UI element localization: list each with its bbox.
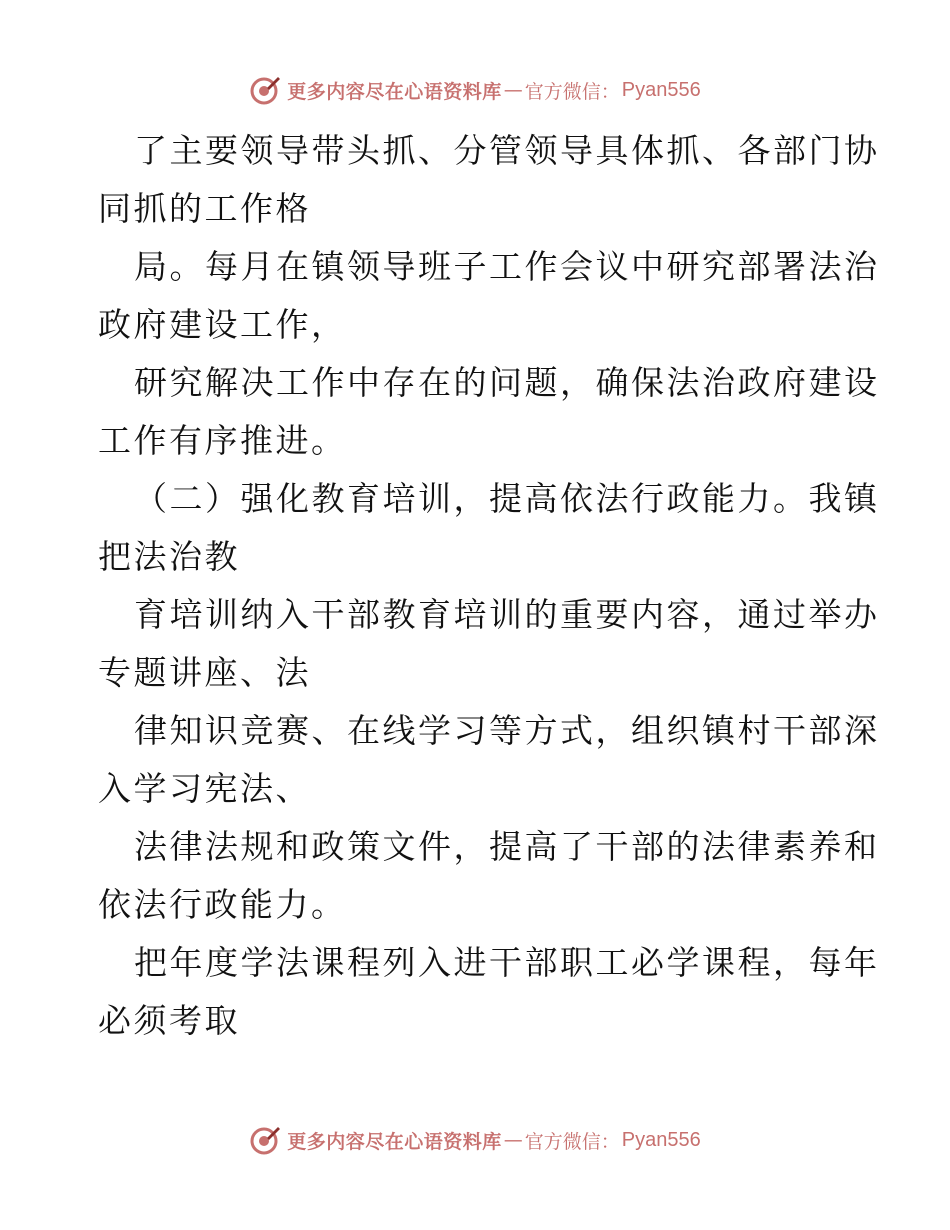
body-line: 法律法规和政策文件，提高了干部的法律素养和 [134, 827, 880, 866]
pen-logo-icon [249, 1124, 281, 1156]
watermark-site-text: 更多内容尽在心语资料库 [287, 80, 502, 103]
body-line: 把年度学法课程列入进干部职工必学课程，每年 [134, 943, 880, 982]
body-line: 局。每月在镇领导班子工作会议中研究部署法治 [134, 247, 880, 286]
watermark-wechat-label: 官方微信： [524, 80, 620, 103]
watermark-separator: — [503, 1129, 523, 1151]
body-line: 入学习宪法、 [98, 769, 311, 808]
body-line: 同抓的工作格 [98, 189, 311, 228]
watermark-wechat-id: Pyan556 [621, 78, 701, 101]
body-line: 律知识竞赛、在线学习等方式，组织镇村干部深 [134, 711, 880, 750]
watermark-wechat-id: Pyan556 [621, 1128, 701, 1151]
footer-watermark [0, 1120, 950, 1160]
body-line: 专题讲座、法 [98, 653, 311, 692]
body-line: 工作有序推进。 [98, 421, 347, 460]
body-line: 必须考取 [98, 1001, 240, 1040]
body-line: （二）强化教育培训，提高依法行政能力。我镇 [134, 479, 880, 518]
watermark-site-text: 更多内容尽在心语资料库 [287, 1130, 502, 1153]
body-line: 育培训纳入干部教育培训的重要内容，通过举办 [134, 595, 880, 634]
document-body [98, 122, 880, 1050]
header-watermark [0, 70, 950, 110]
watermark-separator: — [503, 79, 523, 101]
body-line: 把法治教 [98, 537, 240, 576]
pen-logo-icon [249, 74, 281, 106]
watermark-wechat-label: 官方微信： [524, 1130, 620, 1153]
body-line: 政府建设工作， [98, 305, 347, 344]
body-line: 了主要领导带头抓、分管领导具体抓、各部门协 [134, 131, 880, 170]
body-line: 研究解决工作中存在的问题，确保法治政府建设 [134, 363, 880, 402]
body-line: 依法行政能力。 [98, 885, 347, 924]
